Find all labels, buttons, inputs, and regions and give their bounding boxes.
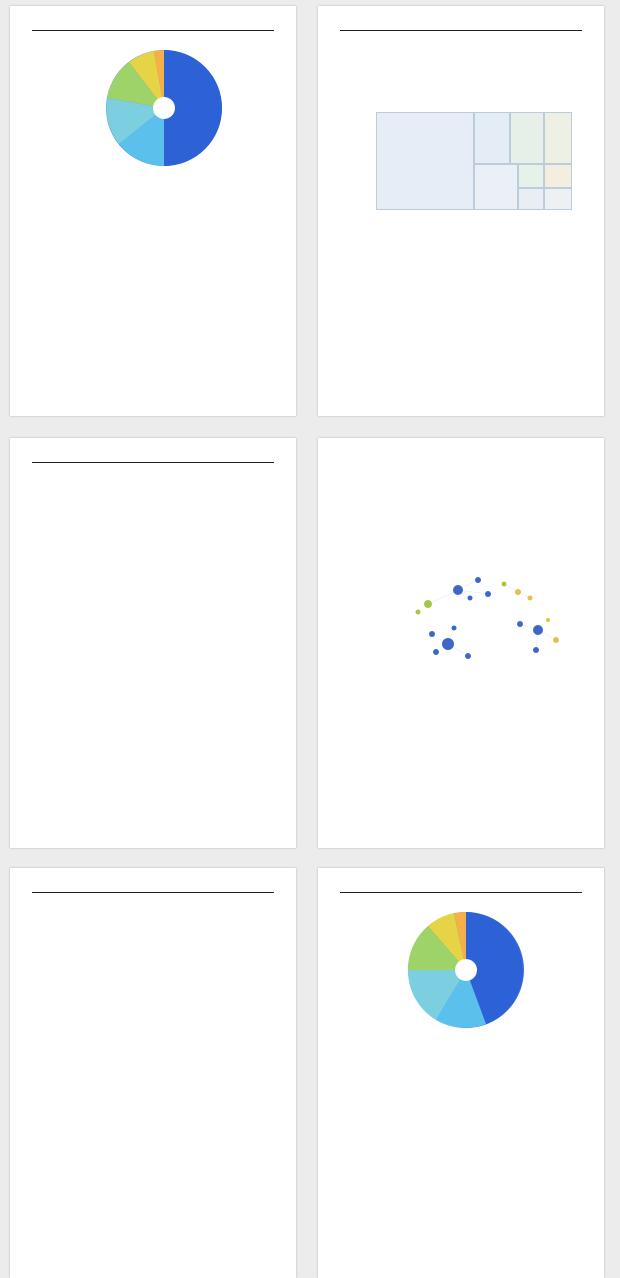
treemap-cell bbox=[376, 112, 474, 210]
treemap-cell bbox=[544, 112, 572, 164]
report-page-4 bbox=[318, 438, 604, 848]
treemap-cell bbox=[544, 188, 572, 210]
page-header bbox=[32, 16, 274, 31]
treemap-cell bbox=[544, 164, 572, 188]
page-header bbox=[32, 448, 274, 463]
report-page-6 bbox=[318, 868, 604, 1278]
patent-trend-chart bbox=[76, 258, 256, 348]
report-page-3 bbox=[10, 438, 296, 848]
treemap-chart bbox=[376, 112, 572, 210]
word-cloud bbox=[84, 926, 264, 1022]
page-header bbox=[340, 878, 582, 893]
report-page-5 bbox=[10, 868, 296, 1278]
sunburst-chart-liquid-metal bbox=[104, 48, 224, 168]
treemap-cell bbox=[510, 112, 544, 164]
report-page-1 bbox=[10, 6, 296, 416]
treemap-cell bbox=[474, 112, 510, 164]
treemap-cell bbox=[474, 164, 518, 210]
applicant-bar-chart bbox=[62, 696, 284, 832]
page-header bbox=[32, 878, 274, 893]
treemap-cell bbox=[518, 188, 544, 210]
report-page-2 bbox=[318, 6, 604, 416]
page-header bbox=[340, 16, 582, 31]
sunburst-chart-metal-air bbox=[406, 910, 526, 1030]
cooperation-network-graph bbox=[388, 568, 578, 678]
branch-trend-chart bbox=[62, 470, 262, 578]
treemap-cell bbox=[518, 164, 544, 188]
